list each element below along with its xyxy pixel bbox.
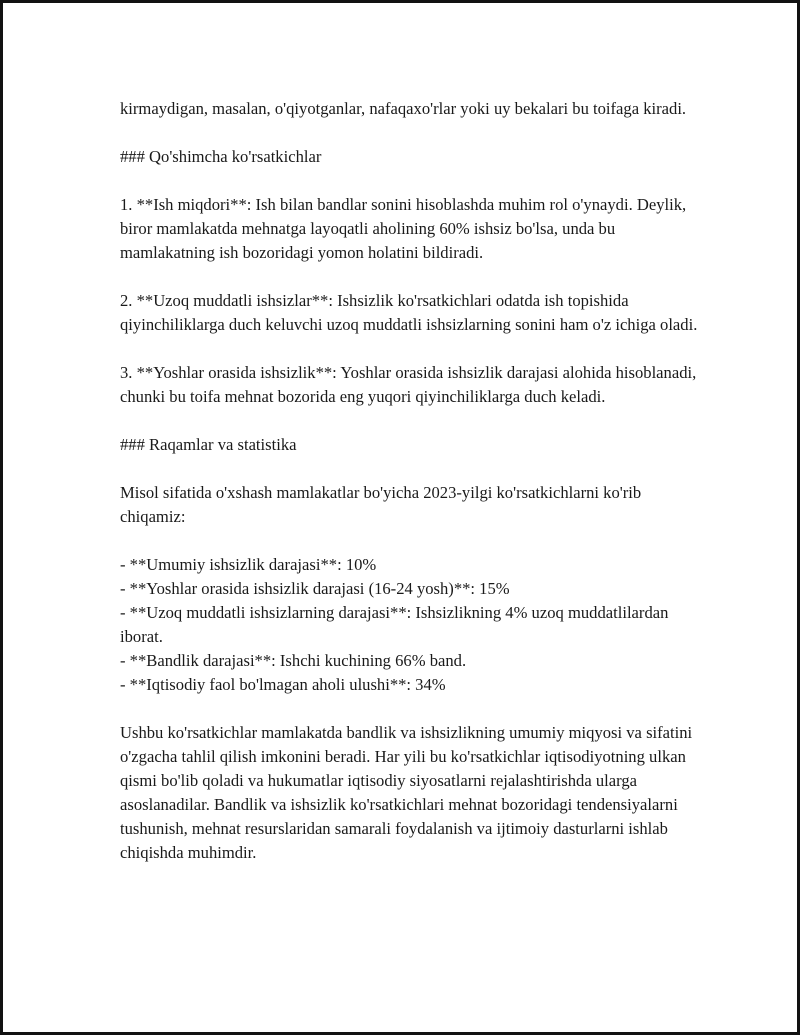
list-item: - **Iqtisodiy faol bo'lmagan aholi ulushi**: 34% [120,675,446,694]
paragraph-item-2: 2. **Uzoq muddatli ishsizlar**: Ishsizlik ko'rsatkichlari odatda ish topishida qiyinchiliklarga duch keluvchi uzoq muddatli ishsizlarning sonini ham o'z ichiga oladi. [120,291,698,334]
heading-numbers-statistics: ### Raqamlar va statistika [120,435,297,454]
paragraph-closing: Ushbu ko'rsatkichlar mamlakatda bandlik va ishsizlikning umumiy miqyosi va sifatini o'zgacha tahlil qilish imkonini beradi. Har yili bu ko'rsatkichlar iqtisodiyotning ulkan qismi bo'lib qoladi va hukumatlar iqtisodiy siyosatlarni rejalashtirishda ularga asoslanadilar. Bandlik va ishsizlik ko'rsatkichlari mehnat bozoridagi tendensiyalarni tushunish, mehnat resurslaridan samarali foydalanish va ijtimoiy dasturlarni ishlab chiqishda muhimdir. [120,723,693,862]
list-item: - **Yoshlar orasida ishsizlik darajasi (16-24 yosh)**: 15% [120,579,510,598]
paragraph-item-1: 1. **Ish miqdori**: Ish bilan bandlar sonini hisoblashda muhim rol o'ynaydi. Deylik, biror mamlakatda mehnatga layoqatli aholining 60% ishsiz bo'lsa, unda bu mamlakatning ish bozoridagi yomon holatini bildiradi. [120,195,687,262]
paragraph-intro-continuation: kirmaydigan, masalan, o'qiyotganlar, nafaqaxo'rlar yoki uy bekalari bu toifaga kiradi. [120,99,687,118]
list-item: - **Bandlik darajasi**: Ishchi kuchining 66% band. [120,651,467,670]
list-item: - **Uzoq muddatli ishsizlarning darajasi**: Ishsizlikning 4% uzoq muddatlilardan iborat. [120,603,669,646]
heading-additional-indicators: ### Qo'shimcha ko'rsatkichlar [120,147,322,166]
paragraph-item-3: 3. **Yoshlar orasida ishsizlik**: Yoshlar orasida ishsizlik darajasi alohida hisoblanadi, chunki bu toifa mehnat bozorida eng yuqori qiyinchiliklarga duch keladi. [120,363,697,406]
paragraph-example-intro: Misol sifatida o'xshash mamlakatlar bo'yicha 2023-yilgi ko'rsatkichlarni ko'rib chiqamiz: [120,483,642,526]
list-item: - **Umumiy ishsizlik darajasi**: 10% [120,555,377,574]
document-body [120,97,700,889]
